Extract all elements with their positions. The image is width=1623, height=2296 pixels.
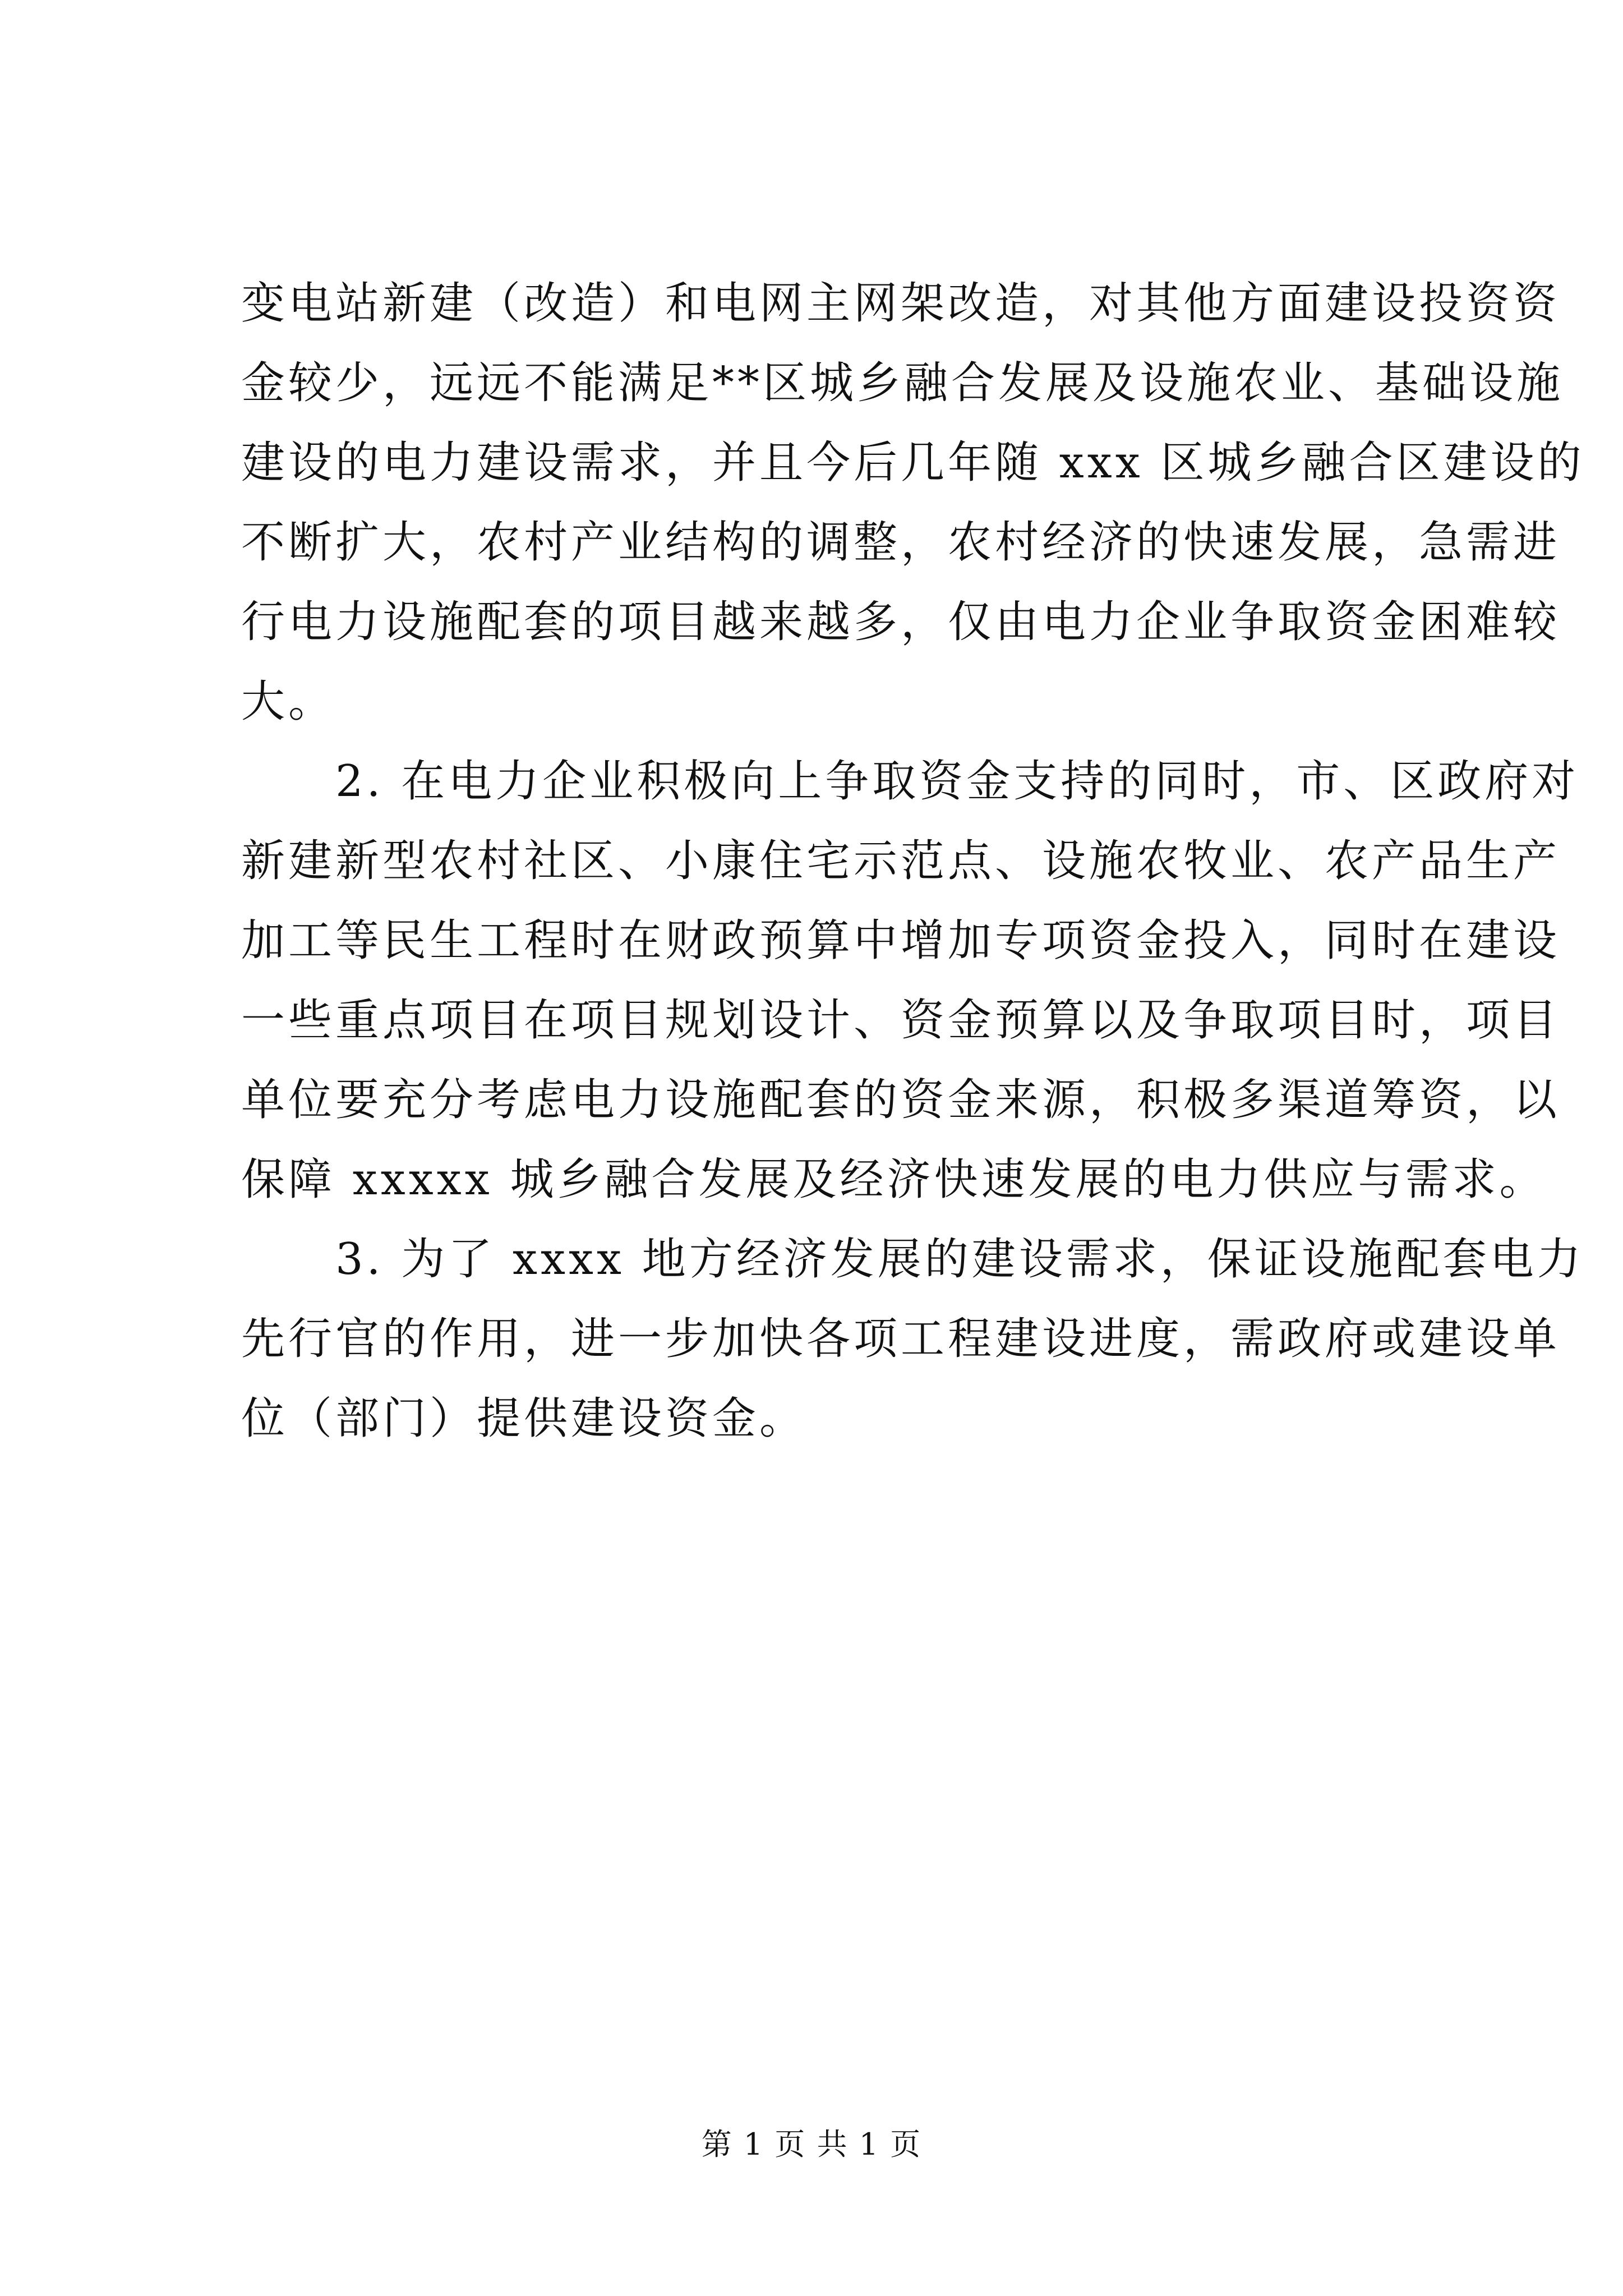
text-line: 新建新型农村社区、小康住宅示范点、设施农牧业、农产品生产 — [241, 836, 1561, 886]
text-line: 行电力设施配套的项目越来越多，仅由电力企业争取资金困难较 — [241, 597, 1561, 647]
text-line: 建设的电力建设需求，并且今后几年随 xxx 区城乡融合区建设的 — [241, 438, 1585, 488]
text-line: 2. 在电力企业积极向上争取资金支持的同时，市、区政府对 — [335, 756, 1579, 807]
page-number-label: 第 1 页 共 1 页 — [701, 2127, 922, 2162]
paragraph-item-3 — [241, 1220, 1584, 1458]
text-line: 先行官的作用，进一步加快各项工程建设进度，需政府或建设单 — [241, 1314, 1561, 1364]
paragraph-item-2 — [241, 742, 1579, 1220]
text-line: 加工等民生工程时在财政预算中增加专项资金投入，同时在建设 — [241, 915, 1561, 966]
text-line: 位（部门）提供建设资金。 — [241, 1393, 807, 1444]
text-line: 一些重点项目在项目规划设计、资金预算以及争取项目时，项目 — [241, 995, 1561, 1046]
document-body — [241, 264, 1585, 1458]
page-footer — [0, 2120, 1623, 2164]
text-line: 单位要充分考虑电力设施配套的资金来源，积极多渠道筹资，以 — [241, 1075, 1561, 1125]
paragraph-continuation — [241, 264, 1585, 742]
text-line: 3. 为了 xxxx 地方经济发展的建设需求，保证设施配套电力 — [335, 1234, 1584, 1285]
text-line: 大。 — [241, 677, 336, 727]
text-line: 金较少，远远不能满足**区城乡融合发展及设施农业、基础设施 — [241, 358, 1564, 408]
text-line: 不断扩大，农村产业结构的调整，农村经济的快速发展，急需进 — [241, 517, 1561, 568]
text-line: 保障 xxxxx 城乡融合发展及经济快速发展的电力供应与需求。 — [241, 1154, 1547, 1205]
text-line: 变电站新建（改造）和电网主网架改造，对其他方面建设投资资 — [241, 278, 1561, 329]
